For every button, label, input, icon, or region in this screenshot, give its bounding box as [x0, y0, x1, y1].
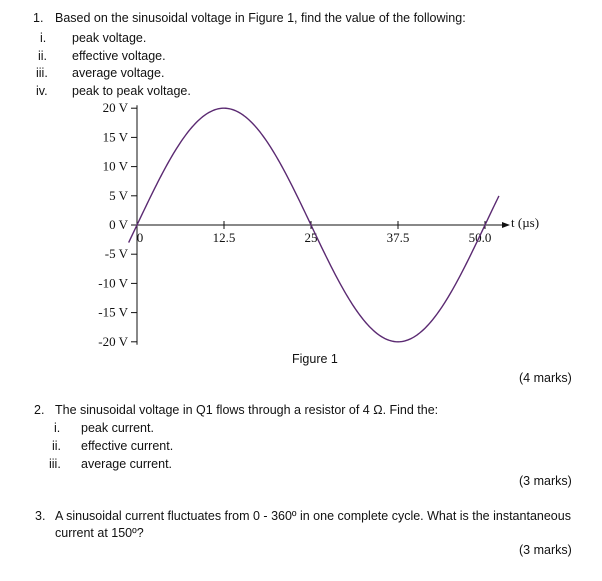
y-tick-label: 0 V	[109, 217, 128, 232]
q1-item-4-text: peak to peak voltage.	[72, 84, 191, 98]
q2-item-3-num: iii.	[49, 457, 61, 471]
q1-item-2-text: effective voltage.	[72, 49, 166, 63]
y-tick-label: 10 V	[102, 158, 128, 174]
q1-item-2-num: ii.	[38, 49, 48, 63]
q1-item-1-num: i.	[40, 31, 47, 45]
q2-item-1-num: i.	[54, 421, 61, 435]
q1-item-4-num: iv.	[36, 84, 48, 98]
q2-number: 2.	[34, 403, 45, 417]
y-tick-label: -5 V	[104, 246, 128, 262]
q1-text: Based on the sinusoidal voltage in Figure 1, find the value of the following:	[55, 11, 466, 25]
q1-item-1-text: peak voltage.	[72, 31, 147, 45]
q2-item-2-num: ii.	[52, 439, 62, 453]
q2-item-3-text: average current.	[81, 457, 173, 471]
x-tick-label: 50.0	[468, 230, 492, 245]
x-tick-label: 37.5	[386, 230, 410, 245]
y-tick-label: 5 V	[109, 187, 128, 203]
q2-item-2-text: effective current.	[81, 439, 174, 453]
y-tick-label: 20 V	[102, 100, 128, 116]
figure-caption: Figure 1	[292, 352, 338, 366]
x-tick-label: 0	[136, 230, 144, 245]
q2-text: The sinusoidal voltage in Q1 flows through a resistor of 4 Ω. Find the:	[55, 403, 439, 417]
q3-line-2: current at 150º?	[55, 526, 144, 540]
x-axis-label: t (µs)	[511, 215, 540, 230]
q3-marks: (3 marks)	[519, 543, 572, 557]
q2-item-1-text: peak current.	[81, 421, 154, 435]
q3-number: 3.	[35, 509, 46, 523]
x-tick-label: 25	[304, 230, 318, 245]
y-tick-label: -10 V	[98, 275, 128, 291]
q1-marks: (4 marks)	[519, 371, 572, 385]
q3-line-1: A sinusoidal current fluctuates from 0 - 360º in one complete cycle. What is the instantaneous	[55, 509, 571, 523]
y-tick-label: -20 V	[98, 333, 128, 349]
y-tick-label: 15 V	[102, 129, 128, 145]
y-tick-label: -15 V	[98, 304, 128, 320]
x-axis-arrow-icon	[502, 222, 510, 228]
x-tick-label: 12.5	[212, 230, 236, 245]
q1-number: 1.	[33, 11, 44, 25]
q1-item-3-text: average voltage.	[72, 66, 165, 80]
q1-item-3-num: iii.	[36, 66, 48, 80]
q2-marks: (3 marks)	[519, 474, 572, 488]
